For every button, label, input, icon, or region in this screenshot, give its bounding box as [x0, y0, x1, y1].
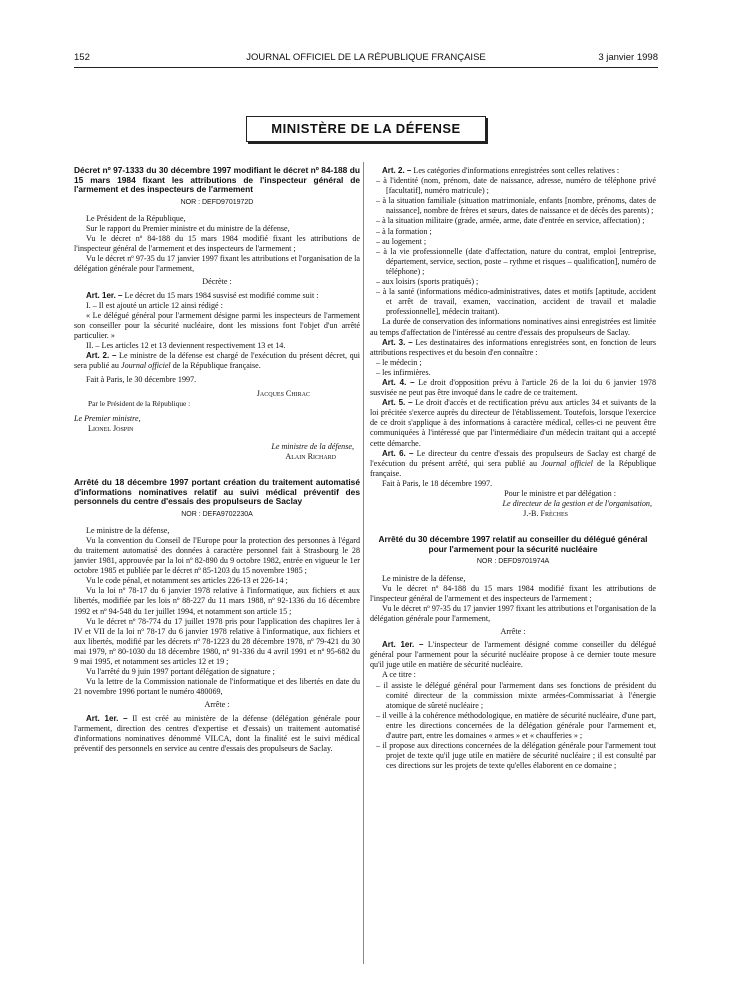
page-header — [74, 52, 658, 66]
arrete1-art3-text: Les destinataires des informations enregistrées sont, en fonction de leurs attributions respectives et du besoin d'en connaître : — [370, 337, 656, 357]
arrete1-p1: Le ministre de la défense, — [86, 525, 170, 535]
decree1-decrete: Décrète : — [202, 277, 232, 287]
decree1-par-le-president: Par le Président de la République : — [88, 399, 191, 409]
arrete1-pour: Pour le ministre et par délégation : — [504, 489, 616, 498]
decree1-art2-journal: Journal officiel — [120, 361, 171, 371]
arrete1-art2-item: – aux loisirs (sports pratiqués) ; — [370, 277, 656, 287]
decree1-nor: NOR : DEFD9701972D — [180, 198, 254, 206]
right-column — [370, 166, 656, 771]
decree1-min-title: Le ministre de la défense, — [271, 441, 354, 451]
arrete1-p6: Vu l'arrêté du 9 juin 1997 portant délégation de signature ; — [86, 667, 275, 677]
arrete1-art5-text: Le droit d'accès et de rectification prévu aux articles 34 et suivants de la loi précitée s'exerce auprès du directeur de l'établissement. Toutefois, lorsque l'exercice de ce droit s'applique à des informations à caractère médical, celles-ci ne peuvent être communiquées à l'intéressé que par l'intermédiaire d'un médecin traitant qui a accepté cette démarche. — [370, 398, 656, 448]
header-rule — [74, 67, 658, 68]
arrete1-art2-after: La durée de conservation des informations nominatives ainsi enregistrées est limitée au temps d'affectation de l'intéressé au centre d'essais des propulseurs de Saclay. — [370, 317, 656, 337]
arrete2-p2: Vu le décret nº 84-188 du 15 mars 1984 modifié fixant les attributions de l'inspecteur général de l'armement et des inspecteurs de l'armement ; — [370, 583, 656, 603]
arrete2-arrete: Arrête : — [500, 627, 526, 637]
page-number: 152 — [74, 52, 90, 63]
arrete1-dir-name: J.-B. Frèches — [523, 509, 568, 519]
arrete1-art6 — [370, 449, 656, 479]
section-title: MINISTÈRE DE LA DÉFENSE — [246, 116, 486, 142]
arrete1-art2-item: – à la santé (informations médico-administratives, dates et motifs [aptitude, accident et arrêt de travail, examen, vaccination, accident de travail et maladie professionnelle], médecin traitant). — [370, 287, 656, 317]
arrete2-title: Arrêté du 30 décembre 1997 relatif au conseiller du délégué général pour l'armement pour la sécurité nucléaire — [378, 534, 648, 554]
arrete1-art4-head: Art. 4. – — [382, 377, 415, 387]
arrete1-p5: Vu le décret nº 78-774 du 17 juillet 1978 pris pour l'application des chapitres Ier à IV et VII de la loi nº 78-17 du 6 janvier 1978 relative à l'informatique, aux fichiers et aux libertés, modifié par les décrets nº 78-1223 du 28 décembre 1978, nº 79-421 du 30 mai 1979, nº 80-1030 du 18 décembre 1980, nº 91-336 du 4 avril 1991 et nº 95-682 du 9 mai 1995, et notamment ses articles 12 et 19 ; — [74, 616, 360, 667]
decree1-art2-head: Art. 2. – — [86, 351, 117, 361]
arrete1-art3 — [370, 338, 656, 358]
decree1-title: Décret nº 97-1333 du 30 décembre 1997 modifiant le décret nº 84-188 du 15 mars 1984 fixant les attributions de l'inspecteur général de l'armement et des inspecteurs de l'armement — [74, 165, 360, 195]
decree1-p1: Le Président de la République, — [86, 213, 186, 223]
arrete1-p3: Vu le code pénal, et notamment ses articles 226-13 et 226-14 ; — [86, 576, 288, 586]
arrete1-p4: Vu la loi nº 78-17 du 6 janvier 1978 relative à l'informatique, aux fichiers et aux libertés, modifiée par les lois nº 88-227 du 11 mars 1988, nº 92-1336 du 16 décembre 1992 et nº 94-548 du 1er juillet 1994, et notamment son article 15 ; — [74, 586, 360, 616]
decree1-p2: Sur le rapport du Premier ministre et du ministre de la défense, — [86, 223, 290, 233]
arrete1-art4-text: Le droit d'opposition prévu à l'article 26 de la loi du 6 janvier 1978 susvisée ne peut pas être invoqué dans le cadre de ce traitement. — [370, 377, 656, 398]
arrete1-art6-text-a: Le directeur du centre d'essais des propulseurs de Saclay est chargé de l'exécution du présent arrêté, qui sera publié au — [370, 448, 657, 468]
arrete2-p3: Vu le décret nº 97-35 du 17 janvier 1997 fixant les attributions et l'organisation de la délégation générale pour l'armement, — [370, 603, 656, 623]
arrete1-dir-title: Le directeur de la gestion et de l'organisation, — [502, 499, 652, 509]
arrete1-art2-item: – à la formation ; — [370, 227, 656, 237]
journal-title: JOURNAL OFFICIEL DE LA RÉPUBLIQUE FRANÇAISE — [246, 52, 486, 63]
arrete2-art1-text: L'inspecteur de l'armement désigné comme conseiller du délégué général pour l'armement pour la sécurité nucléaire propose à ce dernier toute mesure qu'il juge utile en matière de sécurité nucléaire. — [370, 640, 656, 670]
arrete1-p7: Vu la lettre de la Commission nationale de l'informatique et des libertés en date du 21 novembre 1996 portant le numéro 480069, — [74, 677, 360, 697]
arrete1-art2-text: Les catégories d'informations enregistrées sont celles relatives : — [413, 166, 620, 175]
arrete1-art4 — [370, 378, 656, 398]
arrete1-art2-item: – à la situation familiale (situation matrimoniale, enfants [nombre, prénoms, dates de naissance], nombre de frères et sœurs, dates de naissance et de décès des parents) ; — [370, 196, 656, 216]
arrete1-art1-head: Art. 1er. – — [86, 713, 128, 723]
arrete1-nor: NOR : DEFA9702230A — [181, 510, 253, 518]
arrete1-arrete: Arrête : — [204, 700, 230, 710]
decree1-p3: Vu le décret nº 84-188 du 15 mars 1984 modifié fixant les attributions de l'inspecteur général de l'armement et des inspecteurs de l'armement ; — [74, 234, 360, 254]
decree1-art2-text-b: de la République française. — [172, 361, 261, 371]
arrete2-a-ce-titre: A ce titre : — [382, 670, 416, 680]
arrete2-p1: Le ministre de la défense, — [382, 573, 466, 583]
arrete1-art5-head: Art. 5. – — [382, 398, 413, 408]
arrete2-item: – il veille à la cohérence méthodologique, en matière de sécurité nucléaire, d'une part, entre les directions concernées de la délégation générale pour l'armement et, d'autre part, entre les domaines « armes » et « chaufferies » ; — [370, 711, 656, 741]
arrete1-art3-head: Art. 3. – — [382, 337, 413, 347]
arrete2-item: – il propose aux directions concernées de la délégation générale pour l'armement tout projet de texte qu'il juge utile en matière de sécurité nucléaire ; il est consulté par ces directions sur les projets de texte qu'elles élaborent en ce domaine ; — [370, 741, 656, 771]
arrete1-title: Arrêté du 18 décembre 1997 portant création du traitement automatisé d'informations nominatives relatif au suivi médical préventif des personnels du centre d'essais des propulseurs de Saclay — [74, 476, 360, 507]
arrete1-art2-item: – à l'identité (nom, prénom, date de naissance, adresse, numéro de téléphone privé [facultatif], numéro matricule) ; — [370, 176, 656, 196]
arrete1-art2-item: – au logement ; — [370, 237, 656, 247]
decree1-art2-text-a: Le ministre de la défense est chargé de l'exécution du présent décret, qui sera publié au — [74, 351, 361, 371]
arrete1-art6-text-b: de la République française. — [370, 458, 657, 478]
arrete2-art1-head: Art. 1er. – — [382, 640, 424, 650]
decree1-signatory: Jacques Chirac — [256, 389, 310, 399]
decree1-art1-ii: II. – Les articles 12 et 13 deviennent respectivement 13 et 14. — [86, 341, 286, 350]
arrete2-item: – il assiste le délégué général pour l'armement dans ses fonctions de président du comité directeur de la commission mixte armées-Commissariat à l'énergie atomique de sûreté nucléaire ; — [370, 681, 656, 711]
decree1-art1-quote: « Le délégué général pour l'armement désigne parmi les inspecteurs de l'armement son conseiller pour la sécurité nucléaire, dont les missions font l'objet d'un arrêté particulier. » — [74, 310, 360, 340]
arrete1-art1-text: Il est créé au ministère de la défense (délégation générale pour l'armement, direction des centres d'expertise et d'essais) un traitement automatisé d'informations nominatives dénommé VILCA, dont la finalité est le suivi médical préventif des personnels en service au centre d'essais des propulseurs de Saclay. — [74, 713, 361, 753]
arrete1-art6-head: Art. 6. – — [382, 448, 414, 458]
arrete1-art2-item: – à la vie professionnelle (date d'affectation, nature du contrat, emploi [entreprise, département, service, section, poste – rythme et risques – qualification], numéro de téléphone) ; — [370, 247, 656, 277]
decree1-art1 — [74, 291, 360, 301]
arrete1-art2-head: Art. 2. – — [382, 166, 412, 175]
decree1-art2 — [74, 351, 360, 371]
arrete1-art5 — [370, 398, 656, 448]
left-column — [74, 166, 360, 754]
arrete1-art2 — [370, 166, 656, 176]
arrete1-art6-journal: Journal officiel — [541, 458, 593, 468]
decree1-art1-i: I. – Il est ajouté un article 12 ainsi rédigé : — [86, 300, 223, 310]
arrete1-art3-item: – le médecin ; — [370, 358, 656, 368]
decree1-pm-title: Le Premier ministre, — [74, 413, 141, 423]
arrete1-art3-item: – les infirmières. — [370, 368, 656, 378]
arrete1-art2-item: – à la situation militaire (grade, armée, arme, date d'entrée en service, affectation) ; — [370, 216, 656, 226]
arrete2-art1 — [370, 640, 656, 670]
decree1-fait: Fait à Paris, le 30 décembre 1997. — [86, 375, 197, 385]
arrete1-fait: Fait à Paris, le 18 décembre 1997. — [382, 478, 493, 488]
decree1-p4: Vu le décret nº 97-35 du 17 janvier 1997 fixant les attributions et l'organisation de la délégation générale pour l'armement, — [74, 254, 360, 274]
issue-date: 3 janvier 1998 — [598, 52, 658, 63]
decree1-pm-name: Lionel Jospin — [88, 423, 134, 433]
arrete1-art1 — [74, 714, 360, 754]
decree1-min-name: Alain Richard — [285, 451, 336, 461]
decree1-art1-text: Le décret du 15 mars 1984 susvisé est modifié comme suit : — [124, 290, 319, 300]
arrete1-p2: Vu la convention du Conseil de l'Europe pour la protection des personnes à l'égard du traitement automatisé des données à caractère personnel fait à Strasbourg le 28 janvier 1981, approuvée par la loi nº 82-890 du 9 octobre 1982, entrée en vigueur le 1er octobre 1985 et publiée par le décret nº 85-1203 du 15 novembre 1985 ; — [74, 535, 360, 576]
decree1-art1-head: Art. 1er. – — [86, 290, 123, 300]
column-separator — [363, 162, 364, 964]
arrete2-nor: NOR : DEFD9701974A — [476, 558, 550, 566]
